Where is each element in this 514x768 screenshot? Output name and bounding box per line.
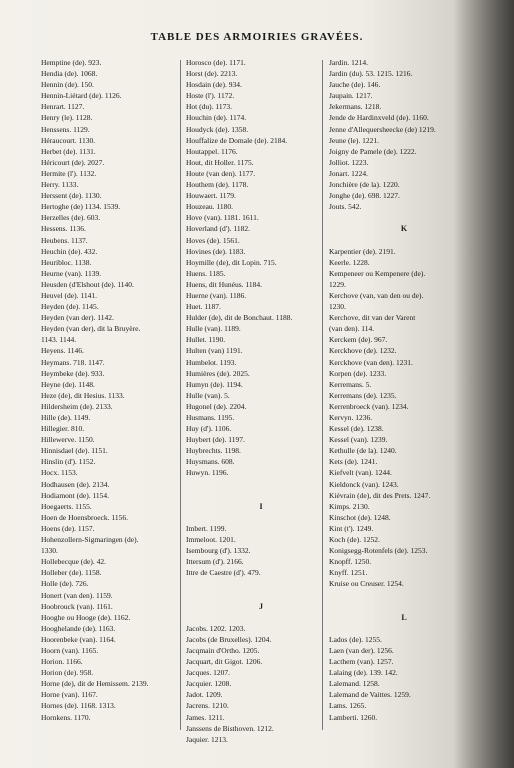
index-entry: 1229. bbox=[329, 279, 346, 289]
index-entry: Hoymille (de), dit Lopin. 715. bbox=[186, 257, 277, 267]
index-entry: Heuvel (de). 1141. bbox=[41, 290, 97, 300]
index-entry: Hertoghe (de) 1134. 1539. bbox=[41, 202, 121, 212]
index-entry: Lalemand. 1258. bbox=[329, 679, 380, 689]
index-entry: Kieldonck (van). 1243. bbox=[329, 479, 399, 489]
index-entry: Jekermans. 1218. bbox=[329, 102, 382, 112]
index-entry: Horosco (de). 1171. bbox=[186, 58, 246, 67]
index-entry: Hulle (van). 1189. bbox=[186, 324, 241, 334]
index-entry: Herry. 1133. bbox=[41, 180, 79, 190]
index-entry: Hove (van). 1181. 1611. bbox=[186, 213, 259, 223]
index-entry: Hinslin (d'). 1152. bbox=[41, 457, 96, 467]
index-entry: Heze (de), dit Hesius. 1133. bbox=[41, 390, 125, 400]
index-entry: Hout, dit Holler. 1175. bbox=[186, 157, 254, 167]
index-entry: Hooghe ou Hooge (de). 1162. bbox=[41, 612, 131, 622]
index-entry: Holle (de). 726. bbox=[41, 579, 89, 589]
index-entry: Kerremans (de). 1235. bbox=[329, 390, 397, 400]
index-entry: Jacobs. 1202. 1203. bbox=[186, 623, 246, 633]
index-entry: Humyn (de). 1194. bbox=[186, 379, 243, 389]
index-entry: Hoorn (van). 1165. bbox=[41, 645, 99, 655]
index-entry: Hillegier. 810. bbox=[41, 424, 85, 434]
index-entry: Horion (de). 958. bbox=[41, 668, 94, 678]
index-entry: Kiévrain (de), dit des Prets. 1247. bbox=[329, 490, 431, 500]
index-entry: Jadot. 1209. bbox=[186, 690, 223, 700]
index-entry: Jonghe (de). 698. 1227. bbox=[329, 191, 400, 201]
index-entry: Jouts. 542. bbox=[329, 202, 362, 212]
index-entry: Hollebecque (de). 42. bbox=[41, 557, 106, 567]
index-entry: Hermite (l'). 1132. bbox=[41, 168, 97, 178]
index-entry: Hennin (de). 150. bbox=[41, 80, 94, 90]
index-entry: Huens, dit Hunéus. 1184. bbox=[186, 279, 262, 289]
index-entry: Jardin. 1214. bbox=[329, 58, 368, 67]
index-entry: Hodhausen (de). 2134. bbox=[41, 479, 110, 489]
index-entry: Holleber (de). 1158. bbox=[41, 568, 102, 578]
index-entry: Kerckhove (de). 1232. bbox=[329, 346, 397, 356]
index-entry: Heymbeke (de). 933. bbox=[41, 368, 105, 378]
index-entry: Heyden (van der), dit la Bruyère. bbox=[41, 324, 141, 334]
index-entry: 1330. bbox=[41, 546, 58, 556]
index-entry: Henssens. 1129. bbox=[41, 124, 90, 134]
index-entry: Hoverland (d'). 1182. bbox=[186, 224, 250, 234]
index-entry: 1230. bbox=[329, 302, 346, 312]
index-entry: Humbelot. 1193. bbox=[186, 357, 237, 367]
index-entry: Hot (du). 1173. bbox=[186, 102, 232, 112]
index-entry: Houwaert. 1179. bbox=[186, 191, 236, 201]
index-entry: Kimps. 2130. bbox=[329, 501, 370, 511]
index-entry: Jacquart, dit Gigot. 1206. bbox=[186, 657, 263, 667]
index-entry: Kempeneer ou Kempenere (de). bbox=[329, 268, 426, 278]
section-letter-heading: K bbox=[400, 224, 408, 234]
index-entry: Hoegaerts. 1155. bbox=[41, 501, 92, 511]
index-entry: Kerchove (van, van den ou de). bbox=[329, 290, 424, 300]
index-entry: Heyden (van der). 1142. bbox=[41, 313, 114, 323]
index-entry: Joigny de Pamele (de). 1222. bbox=[329, 146, 417, 156]
index-entry: Jenne d'Allequersheecke (de) 1219. bbox=[329, 124, 436, 134]
index-entry: Hornes (de). 1168. 1313. bbox=[41, 701, 116, 711]
index-entry: Lalemand de Vaittes. 1259. bbox=[329, 690, 411, 700]
index-entry: Jonchière (de la). 1220. bbox=[329, 180, 400, 190]
index-column-1 bbox=[41, 57, 191, 723]
index-entry: Kerchove, dit van der Varent bbox=[329, 313, 416, 323]
index-entry: Huy (d'). 1106. bbox=[186, 424, 232, 434]
index-entry: Kerckem (de). 967. bbox=[329, 335, 388, 345]
index-entry: Huysmans. 608. bbox=[186, 457, 235, 467]
index-entry: Heuribloc. 1138. bbox=[41, 257, 92, 267]
index-entry: Hosdain (de). 934. bbox=[186, 80, 242, 90]
index-entry: Huybrechts. 1198. bbox=[186, 446, 241, 456]
index-entry: Houzeau. 1180. bbox=[186, 202, 233, 212]
index-entry: Kinschot (de). 1248. bbox=[329, 512, 391, 522]
index-entry: Huwyn. 1196. bbox=[186, 468, 229, 478]
index-entry: Hullet. 1190. bbox=[186, 335, 226, 345]
index-entry: Lamberti. 1260. bbox=[329, 712, 378, 722]
index-entry: Jacobs (de Bruxelles). 1204. bbox=[186, 634, 272, 644]
index-entry: Knyff. 1251. bbox=[329, 568, 368, 578]
index-entry: Hocx. 1153. bbox=[41, 468, 78, 478]
index-entry: Hildersheim (de). 2133. bbox=[41, 401, 113, 411]
index-entry: Husmans. 1195. bbox=[186, 413, 235, 422]
index-entry: Jardin (du). 53. 1215. 1216. bbox=[329, 69, 413, 79]
index-entry: Lados (de). 1255. bbox=[329, 634, 382, 644]
index-entry: Kethulle (de la). 1240. bbox=[329, 446, 397, 456]
index-entry: Houtappel. 1176. bbox=[186, 146, 238, 156]
blank-line bbox=[329, 623, 479, 634]
index-entry: Kerremans. 5. bbox=[329, 379, 372, 389]
index-entry: Laen (van der). 1256. bbox=[329, 645, 394, 655]
index-entry: Horst (de). 2213. bbox=[186, 69, 238, 79]
blank-line bbox=[329, 590, 479, 601]
index-entry: Hemptine (de). 923. bbox=[41, 58, 102, 67]
index-entry: Jeune (le). 1221. bbox=[329, 135, 379, 145]
index-entry: Hessens. 1136. bbox=[41, 224, 86, 234]
section-letter-heading: I bbox=[259, 501, 263, 511]
index-column-2 bbox=[186, 57, 336, 745]
index-entry: Henrart. 1127. bbox=[41, 102, 85, 112]
index-entry: Kets (de). 1241. bbox=[329, 457, 378, 467]
index-entry: 1143. 1144. bbox=[41, 335, 77, 345]
index-entry: Kervyn. 1236. bbox=[329, 413, 373, 422]
index-entry: Jacques. 1207. bbox=[186, 668, 230, 678]
index-entry: Jaupain. 1217. bbox=[329, 91, 373, 101]
index-entry: Jaquier. 1213. bbox=[186, 734, 228, 744]
index-entry: Kessel (de). 1238. bbox=[329, 424, 384, 434]
index-column-3 bbox=[329, 57, 479, 723]
blank-line bbox=[186, 479, 336, 490]
index-entry: Keerle. 1228. bbox=[329, 257, 370, 267]
index-entry: Jacrens. 1210. bbox=[186, 701, 229, 711]
index-entry: Hendia (de). 1068. bbox=[41, 69, 98, 79]
index-entry: Héricourt (de). 2027. bbox=[41, 157, 105, 167]
index-entry: Hoste (l'). 1172. bbox=[186, 91, 235, 101]
blank-line bbox=[329, 212, 479, 223]
index-entry: Ittre de Caestre (d'). 479. bbox=[186, 568, 261, 578]
index-entry: Huet. 1187. bbox=[186, 302, 221, 312]
index-entry: Hohenzollern-Sigmaringen (de). bbox=[41, 535, 139, 545]
index-entry: Knopff. 1250. bbox=[329, 557, 372, 567]
index-entry: Lams. 1265. bbox=[329, 701, 367, 711]
index-entry: Korpen (de). 1233. bbox=[329, 368, 387, 378]
index-entry: Hovines (de). 1183. bbox=[186, 246, 246, 256]
index-entry: Hulder (de), dit de Bonchaut. 1188. bbox=[186, 313, 293, 323]
index-entry: Jacquier. 1208. bbox=[186, 679, 232, 689]
index-entry: Huybert (de). 1197. bbox=[186, 435, 245, 445]
section-letter-heading: J bbox=[259, 601, 263, 611]
index-entry: Konigsegg-Rotenfels (de). 1253. bbox=[329, 546, 428, 556]
index-entry: Heurne (van). 1139. bbox=[41, 268, 102, 278]
index-entry: Heymans. 718. 1147. bbox=[41, 357, 105, 367]
index-entry: Kessel (van). 1239. bbox=[329, 435, 388, 445]
index-entry: Jolliot. 1223. bbox=[329, 157, 369, 167]
index-entry: Hooghelande (de). 1163. bbox=[41, 623, 116, 633]
index-entry: Houthem (de). 1178. bbox=[186, 180, 249, 190]
index-entry: Hulten (van) 1191. bbox=[186, 346, 243, 356]
index-entry: Koch (de). 1252. bbox=[329, 535, 380, 545]
blank-line bbox=[186, 512, 336, 523]
index-entry: Houffalize de Domale (de). 2184. bbox=[186, 135, 288, 145]
index-entry: Houdyck (de). 1358. bbox=[186, 124, 249, 134]
index-entry: Hoorenbeke (van). 1164. bbox=[41, 634, 116, 644]
index-entry: Heyne (de). 1148. bbox=[41, 379, 95, 389]
blank-line bbox=[329, 235, 479, 246]
index-entry: Kiefvelt (van). 1244. bbox=[329, 468, 392, 478]
blank-line bbox=[186, 490, 336, 501]
index-entry: Hulle (van). 5. bbox=[186, 390, 230, 400]
index-entry: Héraucourt. 1130. bbox=[41, 135, 96, 145]
index-entry: Isembourg (d'). 1332. bbox=[186, 546, 251, 556]
index-entry: Kerrenbroeck (van). 1234. bbox=[329, 401, 409, 411]
index-entry: Immeloot. 1201. bbox=[186, 535, 236, 545]
index-entry: Horne (van). 1167. bbox=[41, 690, 98, 700]
index-entry: Houchin (de). 1174. bbox=[186, 113, 247, 123]
index-entry: Herzelles (de). 603. bbox=[41, 213, 101, 223]
index-entry: Heusden (d'Elshout (de). 1140. bbox=[41, 279, 134, 289]
index-entry: Houte (van den). 1177. bbox=[186, 168, 256, 178]
index-entry: Lalaing (de). 139. 142. bbox=[329, 668, 398, 678]
index-entry: Hoves (de). 1561. bbox=[186, 235, 240, 245]
index-entry: Kerckhove (van den). 1231. bbox=[329, 357, 413, 367]
index-entry: Imbert. 1199. bbox=[186, 523, 227, 533]
index-entry: Hoens (de). 1157. bbox=[41, 523, 95, 533]
index-entry: Hille (de). 1149. bbox=[41, 413, 91, 422]
index-entry: Herssent (de). 1130. bbox=[41, 191, 102, 201]
index-entry: Hodiamont (de). 1154. bbox=[41, 490, 110, 500]
index-entry: Hugonel (de). 2204. bbox=[186, 401, 247, 411]
index-entry: Heuchin (de). 432. bbox=[41, 246, 98, 256]
blank-line bbox=[186, 578, 336, 589]
index-entry: (van den). 114. bbox=[329, 324, 375, 334]
index-entry: Heyens. 1146. bbox=[41, 346, 84, 356]
index-entry: Hoobrouck (van). 1161. bbox=[41, 601, 113, 611]
section-letter-heading: L bbox=[401, 612, 407, 622]
index-entry: Hinnisdael (de). 1151. bbox=[41, 446, 108, 456]
index-entry: Humières (de). 2025. bbox=[186, 368, 250, 378]
index-entry: Honert (van den). 1159. bbox=[41, 590, 113, 600]
page-title: TABLE DES ARMOIRIES GRAVÉES. bbox=[150, 31, 364, 43]
index-entry: Karpentier (de). 2191. bbox=[329, 246, 396, 256]
index-entry: Heubens. 1137. bbox=[41, 235, 88, 245]
index-entry: Janssens de Bisthoven. 1212. bbox=[186, 723, 274, 733]
index-entry: Jende de Hardinxveld (de). 1160. bbox=[329, 113, 429, 123]
blank-line bbox=[329, 601, 479, 612]
index-entry: Henry (le). 1128. bbox=[41, 113, 93, 123]
index-entry: Horion. 1166. bbox=[41, 657, 83, 667]
index-entry: Ittersum (d'). 2166. bbox=[186, 557, 244, 567]
index-entry: Hillewerve. 1150. bbox=[41, 435, 95, 445]
index-entry: Kint (t'). 1249. bbox=[329, 523, 374, 533]
blank-line bbox=[186, 590, 336, 601]
index-entry: Jonart. 1224. bbox=[329, 168, 368, 178]
index-entry: Jauche (de). 146. bbox=[329, 80, 381, 90]
index-entry: James. 1211. bbox=[186, 712, 225, 722]
index-entry: Hoen de Hoensbroeck. 1156. bbox=[41, 512, 128, 522]
blank-line bbox=[186, 612, 336, 623]
index-entry: Huens. 1185. bbox=[186, 268, 226, 278]
index-entry: Lacthem (van). 1257. bbox=[329, 657, 394, 667]
index-entry: Huerne (van). 1186. bbox=[186, 290, 247, 300]
index-entry: Jacqmain d'Ortho. 1205. bbox=[186, 645, 260, 655]
index-entry: Hornkens. 1170. bbox=[41, 712, 91, 722]
index-entry: Herbet (de). 1131. bbox=[41, 146, 96, 156]
index-entry: Horne (de), dit de Hemissem. 2139. bbox=[41, 679, 149, 689]
index-entry: Hennin-Liétard (de). 1126. bbox=[41, 91, 122, 101]
index-entry: Heyden (de). 1145. bbox=[41, 302, 99, 312]
index-entry: Kruise ou Creuser. 1254. bbox=[329, 579, 404, 589]
